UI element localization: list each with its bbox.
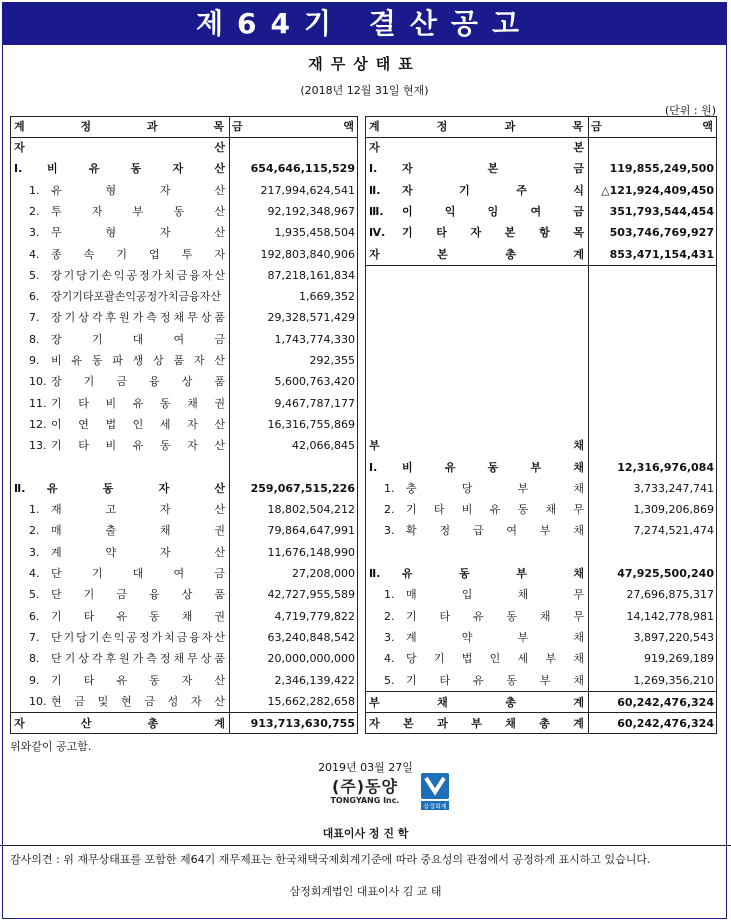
amount-value: 192,803,840,906: [260, 247, 355, 261]
amount-value: 503,746,769,927: [609, 226, 714, 240]
table-row: [11, 180, 357, 201]
table-row: [366, 542, 716, 563]
account-label: 기 타 유 동 자 산: [51, 673, 225, 687]
account-label: 이 연 법 인 세 자 산: [51, 417, 225, 431]
table-row: [366, 329, 716, 350]
account-label: 장 기 상 각 후 원 가 측 정 채 무 상 품: [51, 311, 225, 325]
table-row: [366, 180, 716, 201]
amount-value: 217,994,624,541: [260, 183, 355, 197]
amount-value: 42,066,845: [292, 439, 355, 453]
account-label: 부 채: [369, 439, 584, 453]
table-row: [366, 627, 716, 648]
header-amount: 금 액: [591, 120, 713, 133]
total-row: [366, 712, 716, 734]
account-label: 단 기 금 융 상 품: [51, 588, 225, 602]
audit-opinion: 감사의견 : 위 재무상태표를 포함한 제64기 재무제표는 한국채택국제회계기준에 따라 중요성의 관점에서 공정하게 표시하고 있습니다.: [10, 853, 651, 866]
item-number: 7.: [29, 630, 40, 644]
account-label: 자 본: [369, 141, 584, 154]
table-row: [366, 158, 716, 179]
table-row: [11, 457, 357, 478]
table-row: [366, 371, 716, 392]
table-row: [11, 563, 357, 584]
item-number: 12.: [29, 417, 47, 431]
item-number: 1.: [29, 503, 40, 517]
amount-value: △121,924,409,450: [601, 183, 714, 197]
amount-value: 9,467,787,177: [274, 396, 355, 410]
table-row: [11, 648, 357, 669]
item-number: 2.: [29, 204, 40, 218]
account-label: 확 정 급 여 부 채: [406, 524, 584, 538]
account-label: 비 유 동 부 채: [402, 460, 584, 474]
amount-value: 654,646,115,529: [250, 162, 355, 176]
amount-value: 5,600,763,420: [274, 375, 355, 389]
amount-value: 11,676,148,990: [267, 545, 355, 559]
amount-value: 79,864,647,991: [267, 524, 355, 538]
amount-value: 60,242,476,324: [617, 717, 714, 731]
table-row: [366, 307, 716, 328]
table-row: [366, 457, 716, 478]
amount-value: 47,925,500,240: [617, 567, 714, 580]
table-row: [11, 265, 357, 286]
header-amount: 금 액: [232, 120, 354, 133]
item-number: 4.: [29, 567, 40, 580]
tongyang-logo-korean: (주)동양: [332, 777, 398, 796]
amount-value: 18,802,504,212: [267, 503, 355, 517]
table-row: [366, 350, 716, 371]
account-label: 자 기 주 식: [402, 183, 584, 197]
item-number: 4.: [384, 652, 395, 666]
account-label: 이 익 잉 여 금: [402, 204, 584, 218]
account-label: 단 기 당 기 손 익 공 정 가 치 금 융 자 산: [51, 630, 225, 644]
table-row: [366, 286, 716, 307]
samjung-logo: [418, 772, 452, 812]
table-row: [366, 137, 716, 158]
account-label: 기 타 유 동 부 채: [406, 673, 584, 687]
account-label: 자 산 총 계: [14, 717, 225, 731]
account-label: 단 기 상 각 후 원 가 측 정 채 무 상 품: [51, 652, 225, 666]
table-row: [366, 691, 716, 713]
table-row: [366, 499, 716, 520]
table-row: [366, 222, 716, 243]
item-number: 3.: [29, 226, 40, 240]
table-row: [366, 648, 716, 669]
table-row: [11, 627, 357, 648]
amount-value: 1,743,774,330: [274, 332, 355, 346]
account-label: 유 동 부 채: [402, 567, 584, 580]
amount-value: 3,733,247,741: [633, 481, 714, 495]
account-label: 자 본 금: [402, 162, 584, 176]
representative-signature: 대표이사 정 진 학: [322, 827, 409, 840]
amount-value: 1,269,356,210: [633, 673, 714, 687]
amount-value: 15,662,282,658: [267, 694, 355, 708]
amount-value: 259,067,515,226: [250, 481, 355, 495]
account-label: 자 본 총 계: [369, 247, 584, 261]
table-row: [11, 606, 357, 627]
item-number: 9.: [29, 354, 40, 367]
amount-value: 351,793,544,454: [609, 204, 714, 218]
account-label: 기 타 비 유 동 자 산: [51, 439, 225, 453]
amount-value: 12,316,976,084: [617, 460, 714, 474]
account-label: 계 약 자 산: [51, 545, 225, 559]
item-number: Ⅱ.: [14, 481, 26, 495]
item-number: 2.: [384, 503, 395, 517]
table-row: [11, 222, 357, 243]
account-label: 매 출 채 권: [51, 524, 225, 538]
table-row: [11, 329, 357, 350]
account-label: 단 기 대 여 금: [51, 567, 225, 580]
item-number: Ⅰ.: [14, 162, 23, 176]
tongyang-logo: [320, 778, 410, 808]
account-label: 자 본 과 부 채 총 계: [369, 717, 584, 731]
item-number: 3.: [384, 630, 395, 644]
table-header-row: [11, 117, 357, 138]
account-label: 비 유 동 자 산: [47, 162, 225, 176]
amount-value: 63,240,848,542: [267, 630, 355, 644]
item-number: 1.: [384, 588, 395, 602]
table-row: [366, 520, 716, 541]
item-number: 5.: [29, 268, 40, 282]
item-number: 3.: [29, 545, 40, 559]
amount-value: 853,471,154,431: [609, 247, 714, 261]
account-label: 비 유 동 파 생 상 품 자 산: [51, 354, 225, 367]
amount-value: 27,208,000: [292, 567, 355, 580]
amount-value: 1,669,352: [299, 290, 355, 304]
table-row: [11, 307, 357, 328]
item-number: 6.: [29, 609, 40, 623]
table-row: [11, 478, 357, 499]
as-of-date: (2018년 12월 31일 현재): [300, 84, 429, 97]
account-label: 장 기 대 여 금: [51, 332, 225, 346]
item-number: 1.: [29, 183, 40, 197]
item-number: 7.: [29, 311, 40, 325]
table-row: [366, 393, 716, 414]
account-label: 당 기 법 인 세 부 채: [406, 652, 584, 666]
item-number: 8.: [29, 332, 40, 346]
item-number: 10.: [29, 694, 47, 708]
account-label: 유 형 자 산: [51, 183, 225, 197]
header-account: 계 정 과 목: [14, 120, 224, 133]
header-account: 계 정 과 목: [369, 120, 583, 133]
notice-date: 2019년 03월 27일: [318, 761, 413, 774]
table-header-row: [366, 117, 716, 138]
account-label: 기 타 자 본 항 목: [402, 226, 584, 240]
amount-value: 4,719,779,822: [274, 609, 355, 623]
item-number: 2.: [29, 524, 40, 538]
table-row: [11, 350, 357, 371]
account-label: 현 금 및 현 금 성 자 산: [51, 694, 225, 708]
amount-value: 1,309,206,869: [633, 503, 714, 517]
amount-value: 913,713,630,755: [250, 717, 355, 731]
account-label: 재 고 자 산: [51, 503, 225, 517]
account-label: 자 산: [14, 141, 225, 154]
tongyang-logo-english: TONGYANG Inc.: [330, 796, 400, 805]
table-row: [11, 670, 357, 691]
table-row: [366, 244, 716, 266]
table-row: [366, 670, 716, 691]
table-row: [11, 691, 357, 712]
table-row: [366, 435, 716, 456]
amount-value: 27,696,875,317: [626, 588, 714, 602]
table-row: [11, 158, 357, 179]
account-label: 기 타 비 유 동 채 권: [51, 396, 225, 410]
amount-value: 16,316,755,869: [267, 417, 355, 431]
item-number: 6.: [29, 290, 40, 304]
amount-value: 20,000,000,000: [267, 652, 355, 666]
item-number: 5.: [29, 588, 40, 602]
item-number: 3.: [384, 524, 395, 538]
unit-label: (단위 : 원): [664, 104, 716, 117]
item-number: Ⅲ.: [369, 204, 384, 218]
item-number: 2.: [384, 609, 395, 623]
assets-table: [10, 116, 358, 734]
amount-value: 292,355: [309, 354, 355, 367]
item-number: Ⅰ.: [369, 460, 378, 474]
notice-banner-title: 제64기 결산공고: [3, 3, 726, 45]
table-row: [366, 584, 716, 605]
item-number: 4.: [29, 247, 40, 261]
item-number: 1.: [384, 481, 395, 495]
table-row: [366, 265, 716, 286]
table-row: [366, 606, 716, 627]
account-label: 기 타 비 유 동 채 무: [406, 503, 584, 517]
table-row: [11, 393, 357, 414]
account-label: 부 채 총 계: [369, 695, 584, 709]
account-label: 무 형 자 산: [51, 226, 225, 240]
table-row: [11, 499, 357, 520]
account-label: 매 입 채 무: [406, 588, 584, 602]
samjung-logo-icon: [418, 772, 452, 812]
table-row: [11, 286, 357, 307]
item-number: Ⅱ.: [369, 183, 381, 197]
account-label: 장 기 금 융 상 품: [51, 375, 225, 389]
item-number: 13.: [29, 439, 47, 453]
account-label: 계 약 부 채: [406, 630, 584, 644]
table-row: [11, 584, 357, 605]
amount-value: 60,242,476,324: [617, 695, 714, 709]
item-number: 11.: [29, 396, 47, 410]
amount-value: 119,855,249,500: [609, 162, 714, 176]
item-number: 5.: [384, 673, 395, 687]
item-number: Ⅰ.: [369, 162, 378, 176]
table-row: [366, 414, 716, 435]
amount-value: 14,142,778,981: [626, 609, 714, 623]
amount-value: 92,192,348,967: [267, 204, 355, 218]
item-number: Ⅳ.: [369, 226, 386, 240]
table-row: [366, 478, 716, 499]
auditor-signature: 삼정회계법인 대표이사 김 교 태: [289, 885, 442, 898]
statement-title: 재무상태표: [308, 55, 421, 73]
table-row: [11, 244, 357, 265]
table-row: [11, 414, 357, 435]
amount-value: 919,269,189: [644, 652, 714, 666]
amount-value: 2,346,139,422: [274, 673, 355, 687]
table-row: [366, 201, 716, 222]
amount-value: 1,935,458,504: [274, 226, 355, 240]
table-row: [11, 435, 357, 456]
samjung-logo-text: 삼정회계: [423, 803, 447, 811]
account-label: 투 자 부 동 산: [51, 204, 225, 218]
item-number: Ⅱ.: [369, 567, 381, 580]
amount-value: 87,218,161,834: [267, 268, 355, 282]
notice-statement: 위와같이 공고함.: [10, 740, 92, 753]
amount-value: 3,897,220,543: [633, 630, 714, 644]
table-row: [11, 542, 357, 563]
table-row: [11, 201, 357, 222]
total-row: [11, 712, 357, 734]
account-label: 장 기 당 기 손 익 공 정 가 치 금 융 자 산: [51, 268, 225, 282]
table-row: [11, 520, 357, 541]
item-number: 10.: [29, 375, 47, 389]
table-row: [11, 371, 357, 392]
liabilities-equity-table: [365, 116, 717, 734]
account-label: 충 당 부 채: [406, 481, 584, 495]
item-number: 8.: [29, 652, 40, 666]
account-label: 종 속 기 업 투 자: [51, 247, 225, 261]
account-label: 유 동 자 산: [47, 481, 225, 495]
amount-value: 42,727,955,589: [267, 588, 355, 602]
amount-value: 29,328,571,429: [267, 311, 355, 325]
account-label: 기 타 유 동 채 권: [51, 609, 225, 623]
account-label: 기 타 유 동 채 무: [406, 609, 584, 623]
item-number: 9.: [29, 673, 40, 687]
table-row: [11, 137, 357, 158]
table-row: [366, 563, 716, 584]
amount-value: 7,274,521,474: [633, 524, 714, 538]
account-label: 장기기타포괄손익공정가치금융자산: [51, 290, 222, 304]
divider-line: [0, 845, 731, 846]
